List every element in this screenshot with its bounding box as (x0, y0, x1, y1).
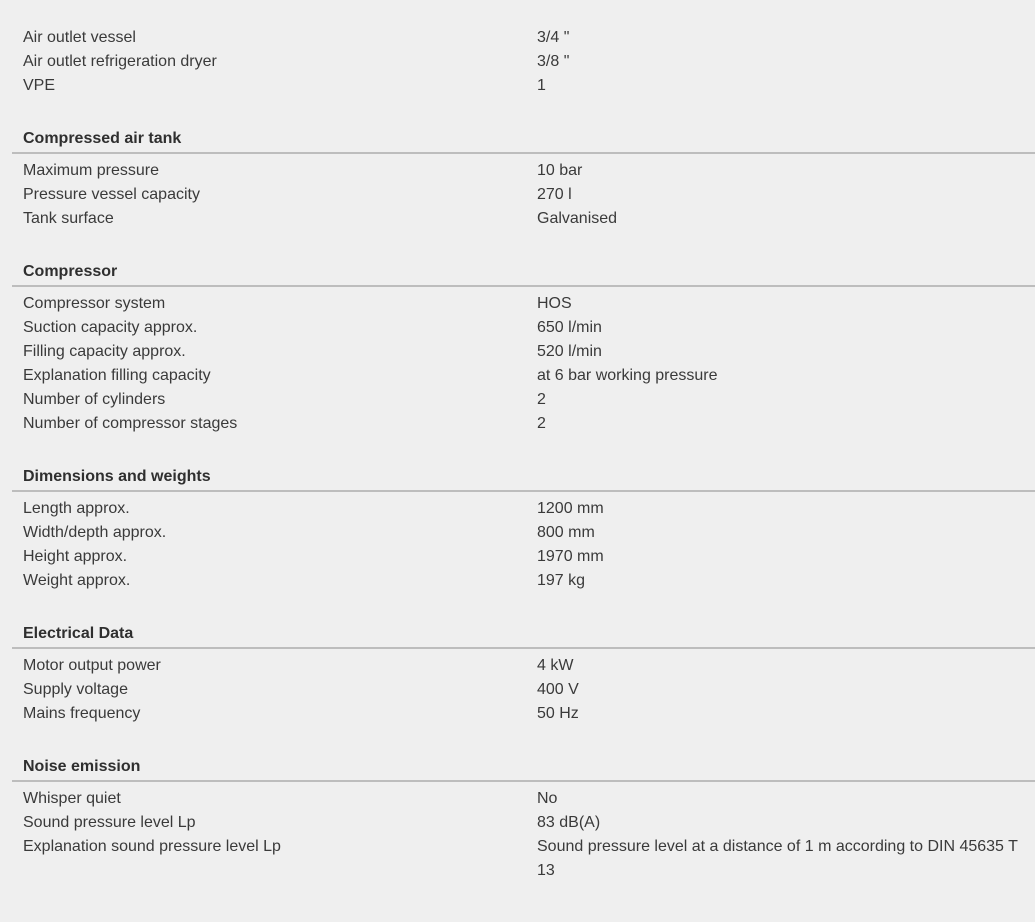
spec-row (23, 787, 1035, 811)
spec-value: 650 l/min (537, 319, 602, 336)
spec-label: Sound pressure level Lp (23, 814, 196, 831)
spec-value: Galvanised (537, 210, 618, 227)
section-title-noise: Noise emission (23, 758, 141, 775)
spec-value: 4 kW (537, 657, 574, 674)
spec-label: Air outlet refrigeration dryer (23, 53, 217, 70)
section-divider (12, 490, 1035, 492)
section-title-compressor: Compressor (23, 263, 118, 280)
spec-group-dimensions (0, 497, 1035, 593)
spec-label: Mains frequency (23, 705, 141, 722)
spec-row (23, 521, 1035, 545)
spec-value: HOS (537, 295, 572, 312)
spec-row (23, 159, 1035, 183)
section-title-dimensions: Dimensions and weights (23, 468, 211, 485)
spec-group-compressed-air-tank (0, 159, 1035, 231)
spec-label: Tank surface (23, 210, 114, 227)
spec-label: Weight approx. (23, 572, 131, 589)
spec-row (23, 569, 1035, 593)
spec-value: 3/8 " (537, 53, 570, 70)
spec-label: Motor output power (23, 657, 161, 674)
spec-row (23, 50, 1035, 74)
spec-row (23, 545, 1035, 569)
spec-value: 197 kg (537, 572, 586, 589)
spec-group-electrical (0, 654, 1035, 726)
spec-label: Length approx. (23, 500, 130, 517)
spec-row (23, 316, 1035, 340)
spec-row (23, 388, 1035, 412)
spec-value: No (537, 790, 558, 807)
section-title-electrical: Electrical Data (23, 625, 134, 642)
spec-label: Compressor system (23, 295, 166, 312)
spec-row (23, 340, 1035, 364)
spec-value: 83 dB(A) (537, 814, 601, 831)
spec-value: 800 mm (537, 524, 595, 541)
spec-value: 1200 mm (537, 500, 604, 517)
spec-row (23, 678, 1035, 702)
spec-label: Explanation filling capacity (23, 367, 211, 384)
spec-label: Number of cylinders (23, 391, 166, 408)
spec-row (23, 412, 1035, 436)
spec-row (23, 835, 1035, 883)
spec-value: 10 bar (537, 162, 583, 179)
spec-value: 2 (537, 415, 546, 432)
spec-group-general (0, 26, 1035, 98)
section-divider (12, 647, 1035, 649)
section-divider (12, 780, 1035, 782)
spec-row (23, 207, 1035, 231)
spec-label: Explanation sound pressure level Lp (23, 838, 281, 855)
spec-row (23, 183, 1035, 207)
spec-label: Suction capacity approx. (23, 319, 198, 336)
spec-value: 3/4 " (537, 29, 570, 46)
spec-group-compressor (0, 292, 1035, 436)
section-title-compressed-air-tank: Compressed air tank (23, 130, 182, 147)
section-divider (12, 152, 1035, 154)
spec-row (23, 811, 1035, 835)
spec-label: Pressure vessel capacity (23, 186, 200, 203)
spec-label: VPE (23, 77, 56, 94)
spec-row (23, 364, 1035, 388)
spec-value: 2 (537, 391, 546, 408)
spec-row (23, 497, 1035, 521)
spec-value: 400 V (537, 681, 579, 698)
spec-value: Sound pressure level at a distance of 1 m according to DIN 45635 T 13 (537, 838, 1018, 879)
spec-row (23, 292, 1035, 316)
spec-label: Maximum pressure (23, 162, 160, 179)
spec-value: at 6 bar working pressure (537, 367, 718, 384)
spec-row (23, 702, 1035, 726)
spec-group-noise (0, 787, 1035, 883)
spec-label: Supply voltage (23, 681, 128, 698)
spec-row (23, 26, 1035, 50)
spec-value: 1 (537, 77, 546, 94)
spec-label: Filling capacity approx. (23, 343, 186, 360)
spec-value: 270 l (537, 186, 572, 203)
spec-value: 50 Hz (537, 705, 579, 722)
spec-value: 1970 mm (537, 548, 604, 565)
spec-value: 520 l/min (537, 343, 602, 360)
spec-label: Whisper quiet (23, 790, 121, 807)
spec-label: Width/depth approx. (23, 524, 167, 541)
spec-row (23, 654, 1035, 678)
spec-label: Number of compressor stages (23, 415, 238, 432)
spec-label: Height approx. (23, 548, 128, 565)
spec-sheet (0, 26, 1035, 883)
spec-label: Air outlet vessel (23, 29, 136, 46)
spec-row (23, 74, 1035, 98)
section-divider (12, 285, 1035, 287)
